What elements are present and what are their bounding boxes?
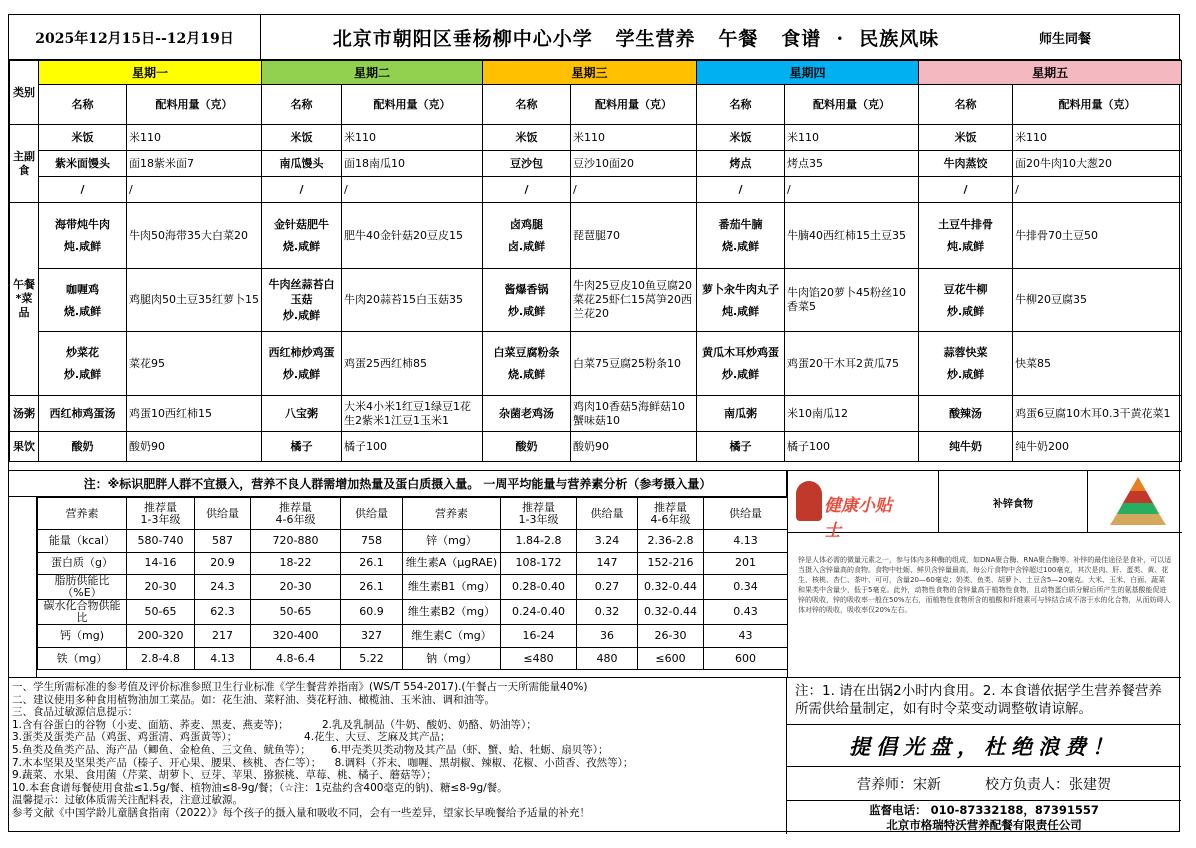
nutrition-cell: 217	[195, 625, 251, 648]
staple-spec: 米110	[342, 125, 483, 151]
dish-spec: 琵琶腿70	[571, 203, 697, 269]
nutrition-cell: 62.3	[195, 600, 251, 625]
fruit-spec: 橘子100	[342, 432, 483, 462]
dish-spec: 菜花95	[127, 332, 262, 396]
dish-spec: 牛肉50海带35大白菜20	[127, 203, 262, 269]
category-fruit: 果饮	[10, 432, 39, 462]
nutrition-cell: 20-30	[127, 575, 195, 600]
tips-badge-label: 健康小贴士	[824, 496, 892, 541]
fruit-name: 橘子	[697, 432, 785, 462]
staple-name: /	[697, 177, 785, 203]
tips-topic: 补锌食物	[938, 471, 1088, 533]
soup-spec: 鸡蛋10西红柿15	[127, 396, 262, 432]
staple-spec: /	[785, 177, 919, 203]
nut-header: 推荐量 4-6年级	[251, 498, 341, 530]
soup-spec: 米10南瓜12	[785, 396, 919, 432]
name-label: 名称	[483, 85, 571, 125]
nutrition-cell: 26.1	[341, 552, 403, 575]
rule-line: 二、建议使用多种食用植物油加工菜品。如：花生油、菜籽油、葵花籽油、橄榄油、玉米油、调和油等。	[12, 693, 495, 706]
staple-row	[10, 177, 1182, 203]
dish-spec: 牛肉20蒜苔15白玉菇35	[342, 269, 483, 332]
nutrition-cell: 0.32-0.44	[638, 600, 704, 625]
staple-name: 米饭	[39, 125, 127, 151]
nutrition-row	[38, 647, 788, 670]
nutrition-note: 注：※标识肥胖人群不宜摄入，营养不良人群需增加热量及蛋白质摄入量。 一周平均能量与营养素分析（参考摄入量）	[9, 471, 787, 497]
tips-header	[788, 471, 1182, 541]
nutrition-cell: 600	[704, 647, 788, 670]
staple-name: 豆沙包	[483, 151, 571, 177]
nut-header: 营养素	[38, 498, 127, 530]
dish-name: 土豆牛排骨 炖.咸鲜	[919, 203, 1013, 269]
day-header-fri: 星期五	[919, 61, 1182, 85]
dish-spec: 牛肉馅20萝卜45粉丝10香菜5	[785, 269, 919, 332]
health-tips	[787, 471, 1181, 677]
nutrition-cell: 锌（mg）	[403, 530, 501, 553]
dish-spec: 肥牛40金针菇20豆皮15	[342, 203, 483, 269]
dish-row	[10, 269, 1182, 332]
nutrition-row	[38, 600, 788, 625]
dish-name: 卤鸡腿 卤.咸鲜	[483, 203, 571, 269]
nutrition-cell: 维生素C（mg）	[403, 625, 501, 648]
nutrition-cell: ≤480	[501, 647, 577, 670]
nutrition-cell: 152-216	[638, 552, 704, 575]
staple-spec: /	[127, 177, 262, 203]
nutrition-cell: 4.13	[195, 647, 251, 670]
nutrition-cell: 14-16	[127, 552, 195, 575]
staple-name: 南瓜馒头	[262, 151, 342, 177]
staple-spec: 面18南瓜10	[342, 151, 483, 177]
nutrition-cell: 铁（mg）	[38, 647, 127, 670]
company-name: 北京市格瑞特沃营养配餐有限责任公司	[886, 818, 1082, 832]
day-header-wed: 星期三	[483, 61, 697, 85]
dish-name: 黄瓜木耳炒鸡蛋 炒.咸鲜	[697, 332, 785, 396]
fruit-spec: 橘子100	[785, 432, 919, 462]
nutrition-cell: 16-24	[501, 625, 577, 648]
nutrition-cell: 2.8-4.8	[127, 647, 195, 670]
staple-spec: 面18紫米面7	[127, 151, 262, 177]
nutrition-cell: 4.13	[704, 530, 788, 553]
staple-row	[10, 125, 1182, 151]
dish-row	[10, 203, 1182, 269]
nutrition-row	[38, 530, 788, 553]
spec-label: 配料用量（克）	[127, 85, 262, 125]
nut-header: 营养素	[403, 498, 501, 530]
nutrition-cell: 20.9	[195, 552, 251, 575]
tips-text: 锌是人体必需的微量元素之一，参与体内多种酶的组成，如DNA聚合酶、RNA聚合酶等。补锌的最佳途径是食补，可以适当摄入含锌量高的食物。食物中牡蛎、鲜贝含锌量最高，每公斤食物中含锌超过100毫克，其次是肉、肝、蛋类、黄、花生、核桃、杏仁、茶叶、可可，含量20—60毫克；奶类、鱼类、胡萝卜、土豆含5—20毫克。大米、玉米、白面、蔬菜和果类中含量少，低于5毫克。此外，动物性食物的含锌量高于植物性食物，且动物蛋白质分解后所产生的氨基酸能促进锌的吸收，锌的吸收率一般在50%左右，而植物性食物所含的植酸和纤维素可与锌结合成不溶于水的化合物，从而妨碍人体对锌的吸收，吸收率仅20%左右。	[798, 556, 1172, 614]
nutrition-cell: 维生素B1（mg）	[403, 575, 501, 600]
nutrition-cell: 24.3	[195, 575, 251, 600]
nutrition-cell: 能量（kcal）	[38, 530, 127, 553]
day-header-mon: 星期一	[39, 61, 262, 85]
rule-line: 参考文献《中国学龄儿童膳食指南（2022）》每个孩子的摄入量和吸收不同，会有一些差异，望家长早晚餐给予适量的补充！	[12, 806, 590, 819]
fruit-spec: 纯牛奶200	[1013, 432, 1182, 462]
signatures	[787, 766, 1181, 800]
nutrition-cell: 200-320	[127, 625, 195, 648]
soup-name: 八宝粥	[262, 396, 342, 432]
staple-spec: /	[342, 177, 483, 203]
soup-name: 杂菌老鸡汤	[483, 396, 571, 432]
nut-header: 供给量	[195, 498, 251, 530]
rule-line: 三、食品过敏源信息提示：	[12, 706, 138, 719]
cartoon-girl-icon	[796, 481, 822, 521]
rule-line: 5.鱼类及鱼类产品、海产品（鲫鱼、金枪鱼、三文鱼、鱿鱼等）； 6.甲壳类贝类动物及其产品（虾、蟹、蛤、牡蛎、扇贝等）；	[12, 743, 609, 756]
fruit-name: 酸奶	[39, 432, 127, 462]
nutrition-cell: 201	[704, 552, 788, 575]
fruit-row	[10, 432, 1182, 462]
nutrition-cell: 720-880	[251, 530, 341, 553]
nut-header: 推荐量 1-3年级	[501, 498, 577, 530]
left-spacer	[9, 497, 37, 677]
nutrition-cell: 0.32-0.44	[638, 575, 704, 600]
staple-name: 烤点	[697, 151, 785, 177]
rule-line: 9.蔬菜、水果、食用菌（芹菜、胡萝卜、豆芽、苹果、猕猴桃、草莓、桃、橘子、蘑菇等）；	[12, 769, 437, 782]
staple-name: 米饭	[483, 125, 571, 151]
soup-spec: 鸡肉10香菇5海鲜菇10蟹味菇10	[571, 396, 697, 432]
dish-name: 酱爆香锅 炒.咸鲜	[483, 269, 571, 332]
nutrition-cell: 钠（mg）	[403, 647, 501, 670]
soup-row	[10, 396, 1182, 432]
staple-spec: /	[571, 177, 697, 203]
right-footer	[787, 677, 1181, 834]
nutrition-cell: 0.27	[577, 575, 638, 600]
nut-header: 推荐量 4-6年级	[638, 498, 704, 530]
soup-spec: 鸡蛋6豆腐10木耳0.3干黄花菜1	[1013, 396, 1182, 432]
nut-header: 推荐量 1-3年级	[127, 498, 195, 530]
nutrition-cell: 26.1	[341, 575, 403, 600]
dish-name: 牛肉丝蒜苔白玉菇 炒.咸鲜	[262, 269, 342, 332]
category-staple: 主副食	[10, 125, 39, 203]
rule-line: 10.本套食谱每餐使用食盐≤1.5g/餐、植物油≤8-9g/餐；（☆注：1克盐约含400毫克的钠)、糖≤8-9g/餐。	[12, 781, 508, 794]
staple-name: /	[262, 177, 342, 203]
spec-label: 配料用量（克）	[342, 85, 483, 125]
date-range: 2025年12月15日--12月19日	[9, 15, 261, 60]
dish-spec: 快菜85	[1013, 332, 1182, 396]
soup-name: 酸辣汤	[919, 396, 1013, 432]
staple-name: 米饭	[919, 125, 1013, 151]
nutrition-cell: 43	[704, 625, 788, 648]
nutrition-row	[38, 625, 788, 648]
name-label: 名称	[697, 85, 785, 125]
staple-name: 紫米面馒头	[39, 151, 127, 177]
staple-row	[10, 151, 1182, 177]
dish-row	[10, 332, 1182, 396]
staple-spec: 米110	[785, 125, 919, 151]
staple-spec: 米110	[1013, 125, 1182, 151]
food-pyramid-icon	[1108, 475, 1168, 527]
nutrition-cell: 5.22	[341, 647, 403, 670]
school-responsible: 校方负责人：张建贺	[985, 776, 1111, 793]
fruit-spec: 酸奶90	[571, 432, 697, 462]
nutrition-cell: 3.24	[577, 530, 638, 553]
nutrition-row	[38, 575, 788, 600]
dish-name: 蒜蓉快菜 炒.咸鲜	[919, 332, 1013, 396]
dish-name: 海带炖牛肉 炖.咸鲜	[39, 203, 127, 269]
nut-header: 供给量	[577, 498, 638, 530]
fruit-name: 酸奶	[483, 432, 571, 462]
category-header: 类别	[10, 61, 39, 125]
spec-label: 配料用量（克）	[1013, 85, 1182, 125]
nut-header: 供给量	[704, 498, 788, 530]
dish-spec: 鸡蛋20干木耳2黄瓜75	[785, 332, 919, 396]
dish-spec: 白菜75豆腐25粉条10	[571, 332, 697, 396]
dish-spec: 牛排骨70土豆50	[1013, 203, 1182, 269]
header	[9, 15, 1181, 60]
tips-badge	[792, 477, 898, 541]
staple-spec: 米110	[127, 125, 262, 151]
soup-name: 西红柿鸡蛋汤	[39, 396, 127, 432]
nutrition-cell: 脂肪供能比（%E）	[38, 575, 127, 600]
rules-notes	[9, 677, 787, 834]
name-label: 名称	[39, 85, 127, 125]
nutrition-cell: 钙（mg)	[38, 625, 127, 648]
nutrition-cell: 320-400	[251, 625, 341, 648]
staple-spec: /	[1013, 177, 1182, 203]
nutrition-cell: 维生素B2（mg）	[403, 600, 501, 625]
nutrition-cell: 0.43	[704, 600, 788, 625]
spec-label: 配料用量（克）	[785, 85, 919, 125]
dish-name: 萝卜汆牛肉丸子 炖.咸鲜	[697, 269, 785, 332]
nutrition-cell: 0.32	[577, 600, 638, 625]
page-title: 北京市朝阳区垂杨柳中心小学 学生营养 午餐 食谱 · 民族风味	[332, 28, 940, 50]
staple-spec: 豆沙10面20	[571, 151, 697, 177]
nutrition-table	[37, 497, 788, 670]
name-label: 名称	[262, 85, 342, 125]
spec-label: 配料用量（克）	[571, 85, 697, 125]
soup-spec: 大米4小米1红豆1绿豆1花生2紫米1江豆1玉米1	[342, 396, 483, 432]
dish-spec: 牛腩40西红柿15土豆35	[785, 203, 919, 269]
rule-line: 温馨提示：过敏体质需关注配料表，注意过敏源。	[12, 794, 243, 807]
nutrition-cell: 1.84-2.8	[501, 530, 577, 553]
nutrition-cell: 0.24-0.40	[501, 600, 577, 625]
soup-name: 南瓜粥	[697, 396, 785, 432]
fruit-spec: 酸奶90	[127, 432, 262, 462]
nutrition-header-row	[38, 498, 788, 530]
nutrition-cell: 碳水化合物供能比	[38, 600, 127, 625]
nutrition-cell: 580-740	[127, 530, 195, 553]
subtitle: 师生同餐	[1039, 32, 1092, 47]
rule-line: 1.含有谷蛋白的谷物（小麦、面筋、荞麦、黑麦、燕麦等)； 2.乳及乳制品（牛奶、酸奶、奶酪、奶油等）；	[12, 718, 537, 731]
fruit-name: 橘子	[262, 432, 342, 462]
company-info	[787, 800, 1181, 835]
staple-name: /	[919, 177, 1013, 203]
label-row	[10, 85, 1182, 125]
staple-name: /	[483, 177, 571, 203]
dish-spec: 牛柳20豆腐35	[1013, 269, 1182, 332]
dish-name: 炒菜花 炒.咸鲜	[39, 332, 127, 396]
nutrition-cell: 60.9	[341, 600, 403, 625]
dish-name: 白菜豆腐粉条 烧.咸鲜	[483, 332, 571, 396]
dish-name: 金针菇肥牛 烧.咸鲜	[262, 203, 342, 269]
nutrition-cell: 0.34	[704, 575, 788, 600]
dish-name: 咖喱鸡 烧.咸鲜	[39, 269, 127, 332]
nutrition-cell: 20-30	[251, 575, 341, 600]
rule-line: 3.蛋类及蛋类产品（鸡蛋、鸡蛋清、鸡蛋黄等）； 4.花生、大豆、芝麻及其产品；	[12, 731, 451, 744]
usage-note: 注：1. 请在出锅2小时内食用。2. 本食谱依据学生营养餐营养所需供给量制定，如有时令菜变动调整敬请谅解。	[795, 683, 1162, 717]
dish-name: 番茄牛腩 烧.咸鲜	[697, 203, 785, 269]
staple-spec: 米110	[571, 125, 697, 151]
nutrition-cell: 26-30	[638, 625, 704, 648]
menu-table	[9, 60, 1182, 462]
nutrition-cell: 108-172	[501, 552, 577, 575]
dietitian: 营养师：宋新	[857, 776, 941, 793]
category-dish: 午餐*菜品	[10, 203, 39, 396]
dish-spec: 鸡蛋25西红柿85	[342, 332, 483, 396]
fruit-name: 纯牛奶	[919, 432, 1013, 462]
slogan: 提倡光盘，杜绝浪费！	[787, 724, 1181, 764]
nutrition-cell: 147	[577, 552, 638, 575]
dish-spec: 牛肉25豆皮10鱼豆腐20菜花25虾仁15莴笋20西兰花20	[571, 269, 697, 332]
nutrition-cell: 蛋白质（g）	[38, 552, 127, 575]
staple-name: 牛肉蒸饺	[919, 151, 1013, 177]
nutrition-cell: 0.28-0.40	[501, 575, 577, 600]
day-header-thu: 星期四	[697, 61, 919, 85]
name-label: 名称	[919, 85, 1013, 125]
nutrition-cell: 18-22	[251, 552, 341, 575]
nutrition-cell: 327	[341, 625, 403, 648]
staple-name: /	[39, 177, 127, 203]
nutrition-cell: 2.36-2.8	[638, 530, 704, 553]
nutrition-cell: ≤600	[638, 647, 704, 670]
nutrition-cell: 50-65	[127, 600, 195, 625]
nutrition-cell: 50-65	[251, 600, 341, 625]
nutrition-cell: 4.8-6.4	[251, 647, 341, 670]
category-soup: 汤粥	[10, 396, 39, 432]
lower-section	[9, 470, 1181, 833]
supervision-phone: 监督电话： 010-87332188，87391557	[869, 803, 1099, 817]
dish-spec: 鸡腿肉50土豆35红萝卜15	[127, 269, 262, 332]
nut-header: 供给量	[341, 498, 403, 530]
dish-name: 豆花牛柳 炒.咸鲜	[919, 269, 1013, 332]
nutrition-cell: 36	[577, 625, 638, 648]
nutrition-cell: 480	[577, 647, 638, 670]
staple-name: 米饭	[262, 125, 342, 151]
rule-line: 7.木本坚果及坚果类产品（榛子、开心果、腰果、核桃、杏仁等）； 8.调料（芥末、咖喱、黑胡椒、辣椒、花椒、小茴香、孜然等）；	[12, 756, 634, 769]
nutrition-row	[38, 552, 788, 575]
staple-spec: 面20牛肉10大葱20	[1013, 151, 1182, 177]
staple-name: 米饭	[697, 125, 785, 151]
nutrition-cell: 758	[341, 530, 403, 553]
menu-page	[8, 14, 1180, 832]
nutrition-cell: 维生素A（μgRAE)	[403, 552, 501, 575]
day-header-tue: 星期二	[262, 61, 483, 85]
dish-name: 西红柿炒鸡蛋 炒.咸鲜	[262, 332, 342, 396]
rule-line: 一、学生所需标准的参考值及评价标准参照卫生行业标准《学生餐营养指南》(WS/T 554-2017).(午餐占一天所需能量40%)	[12, 681, 588, 693]
staple-spec: 烤点35	[785, 151, 919, 177]
nutrition-cell: 587	[195, 530, 251, 553]
